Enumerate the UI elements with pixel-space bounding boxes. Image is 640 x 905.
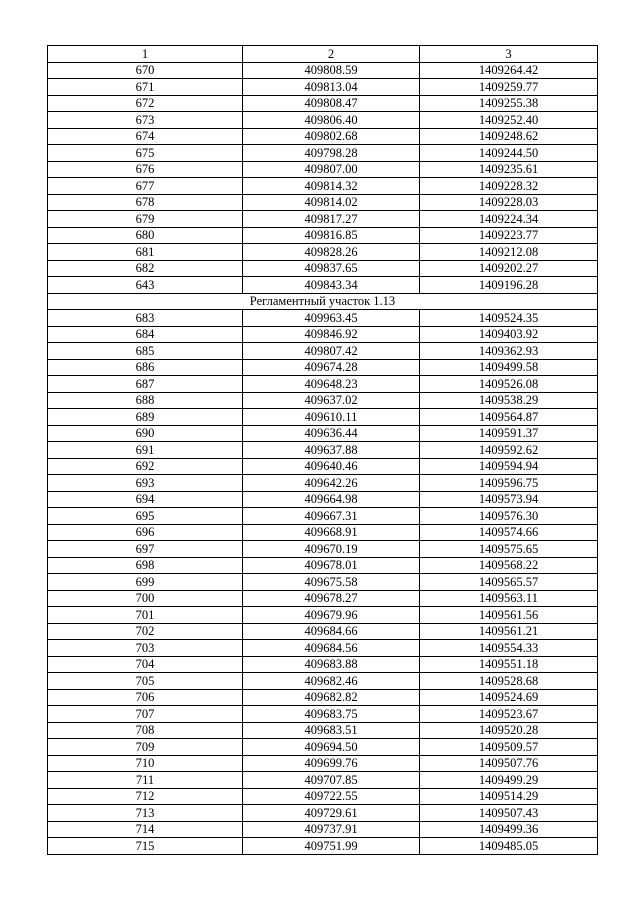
y-coordinate-cell: 1409561.21	[420, 623, 598, 640]
table-row	[48, 260, 598, 277]
y-coordinate-cell: 1409565.57	[420, 574, 598, 591]
x-coordinate-cell: 409798.28	[243, 145, 420, 162]
point-number-cell: 709	[48, 739, 243, 756]
point-number-cell: 694	[48, 491, 243, 508]
point-number-cell: 685	[48, 343, 243, 360]
y-coordinate-cell: 1409592.62	[420, 442, 598, 459]
x-coordinate-cell: 409668.91	[243, 524, 420, 541]
y-coordinate-cell: 1409228.03	[420, 194, 598, 211]
x-coordinate-cell: 409682.82	[243, 689, 420, 706]
point-number-cell: 676	[48, 161, 243, 178]
y-coordinate-cell: 1409520.28	[420, 722, 598, 739]
table-row	[48, 326, 598, 343]
x-coordinate-cell: 409683.51	[243, 722, 420, 739]
point-number-cell: 706	[48, 689, 243, 706]
table-row	[48, 755, 598, 772]
x-coordinate-cell: 409642.26	[243, 475, 420, 492]
y-coordinate-cell: 1409196.28	[420, 277, 598, 294]
y-coordinate-cell: 1409248.62	[420, 128, 598, 145]
y-coordinate-cell: 1409499.29	[420, 772, 598, 789]
y-coordinate-cell: 1409507.76	[420, 755, 598, 772]
point-number-cell: 704	[48, 656, 243, 673]
point-number-cell: 691	[48, 442, 243, 459]
x-coordinate-cell: 409664.98	[243, 491, 420, 508]
y-coordinate-cell: 1409259.77	[420, 79, 598, 96]
x-coordinate-cell: 409675.58	[243, 574, 420, 591]
x-coordinate-cell: 409751.99	[243, 838, 420, 855]
x-coordinate-cell: 409808.47	[243, 95, 420, 112]
point-number-cell: 684	[48, 326, 243, 343]
x-coordinate-cell: 409678.27	[243, 590, 420, 607]
point-number-cell: 683	[48, 310, 243, 327]
x-coordinate-cell: 409684.56	[243, 640, 420, 657]
x-coordinate-cell: 409737.91	[243, 821, 420, 838]
x-coordinate-cell: 409684.66	[243, 623, 420, 640]
x-coordinate-cell: 409610.11	[243, 409, 420, 426]
point-number-cell: 677	[48, 178, 243, 195]
point-number-cell: 700	[48, 590, 243, 607]
y-coordinate-cell: 1409499.36	[420, 821, 598, 838]
x-coordinate-cell: 409846.92	[243, 326, 420, 343]
y-coordinate-cell: 1409255.38	[420, 95, 598, 112]
y-coordinate-cell: 1409202.27	[420, 260, 598, 277]
point-number-cell: 671	[48, 79, 243, 96]
point-number-cell: 643	[48, 277, 243, 294]
table-row	[48, 491, 598, 508]
point-number-cell: 710	[48, 755, 243, 772]
point-number-cell: 686	[48, 359, 243, 376]
table-row	[48, 343, 598, 360]
point-number-cell: 692	[48, 458, 243, 475]
x-coordinate-cell: 409670.19	[243, 541, 420, 558]
table-header-row	[48, 46, 598, 63]
x-coordinate-cell: 409807.00	[243, 161, 420, 178]
point-number-cell: 711	[48, 772, 243, 789]
section-header-row	[48, 293, 598, 310]
x-coordinate-cell: 409637.02	[243, 392, 420, 409]
point-number-cell: 714	[48, 821, 243, 838]
y-coordinate-cell: 1409576.30	[420, 508, 598, 525]
y-coordinate-cell: 1409524.35	[420, 310, 598, 327]
table-row	[48, 508, 598, 525]
table-row	[48, 574, 598, 591]
point-number-cell: 681	[48, 244, 243, 261]
y-coordinate-cell: 1409499.58	[420, 359, 598, 376]
table-row	[48, 112, 598, 129]
y-coordinate-cell: 1409264.42	[420, 62, 598, 79]
point-number-cell: 674	[48, 128, 243, 145]
y-coordinate-cell: 1409538.29	[420, 392, 598, 409]
y-coordinate-cell: 1409509.57	[420, 739, 598, 756]
table-row	[48, 673, 598, 690]
point-number-cell: 679	[48, 211, 243, 228]
table-row	[48, 194, 598, 211]
x-coordinate-cell: 409699.76	[243, 755, 420, 772]
table-row	[48, 722, 598, 739]
y-coordinate-cell: 1409228.32	[420, 178, 598, 195]
y-coordinate-cell: 1409551.18	[420, 656, 598, 673]
y-coordinate-cell: 1409507.43	[420, 805, 598, 822]
x-coordinate-cell: 409814.32	[243, 178, 420, 195]
table-row	[48, 475, 598, 492]
y-coordinate-cell: 1409574.66	[420, 524, 598, 541]
table-row	[48, 128, 598, 145]
point-number-cell: 702	[48, 623, 243, 640]
x-coordinate-cell: 409828.26	[243, 244, 420, 261]
x-coordinate-cell: 409682.46	[243, 673, 420, 690]
y-coordinate-cell: 1409554.33	[420, 640, 598, 657]
y-coordinate-cell: 1409594.94	[420, 458, 598, 475]
x-coordinate-cell: 409678.01	[243, 557, 420, 574]
x-coordinate-cell: 409674.28	[243, 359, 420, 376]
y-coordinate-cell: 1409524.69	[420, 689, 598, 706]
table-row	[48, 161, 598, 178]
x-coordinate-cell: 409683.75	[243, 706, 420, 723]
table-row	[48, 359, 598, 376]
y-coordinate-cell: 1409244.50	[420, 145, 598, 162]
table-row	[48, 656, 598, 673]
x-coordinate-cell: 409722.55	[243, 788, 420, 805]
point-number-cell: 697	[48, 541, 243, 558]
x-coordinate-cell: 409802.68	[243, 128, 420, 145]
table-row	[48, 277, 598, 294]
x-coordinate-cell: 409640.46	[243, 458, 420, 475]
table-row	[48, 211, 598, 228]
y-coordinate-cell: 1409591.37	[420, 425, 598, 442]
x-coordinate-cell: 409843.34	[243, 277, 420, 294]
x-coordinate-cell: 409694.50	[243, 739, 420, 756]
y-coordinate-cell: 1409223.77	[420, 227, 598, 244]
y-coordinate-cell: 1409523.67	[420, 706, 598, 723]
x-coordinate-cell: 409817.27	[243, 211, 420, 228]
point-number-cell: 713	[48, 805, 243, 822]
coordinates-table	[47, 45, 598, 855]
point-number-cell: 690	[48, 425, 243, 442]
y-coordinate-cell: 1409563.11	[420, 590, 598, 607]
column-header-1: 1	[48, 46, 243, 63]
table-row	[48, 805, 598, 822]
section-title: Регламентный участок 1.13	[48, 293, 598, 310]
table-row	[48, 442, 598, 459]
y-coordinate-cell: 1409526.08	[420, 376, 598, 393]
y-coordinate-cell: 1409573.94	[420, 491, 598, 508]
y-coordinate-cell: 1409252.40	[420, 112, 598, 129]
x-coordinate-cell: 409963.45	[243, 310, 420, 327]
table-row	[48, 145, 598, 162]
point-number-cell: 693	[48, 475, 243, 492]
y-coordinate-cell: 1409224.34	[420, 211, 598, 228]
y-coordinate-cell: 1409564.87	[420, 409, 598, 426]
point-number-cell: 701	[48, 607, 243, 624]
column-header-2: 2	[243, 46, 420, 63]
point-number-cell: 682	[48, 260, 243, 277]
point-number-cell: 670	[48, 62, 243, 79]
point-number-cell: 699	[48, 574, 243, 591]
point-number-cell: 703	[48, 640, 243, 657]
table-row	[48, 178, 598, 195]
point-number-cell: 673	[48, 112, 243, 129]
x-coordinate-cell: 409808.59	[243, 62, 420, 79]
point-number-cell: 689	[48, 409, 243, 426]
x-coordinate-cell: 409813.04	[243, 79, 420, 96]
table-row	[48, 640, 598, 657]
table-row	[48, 689, 598, 706]
table-row	[48, 458, 598, 475]
table-row	[48, 376, 598, 393]
coordinates-table-body	[48, 46, 598, 855]
x-coordinate-cell: 409679.96	[243, 607, 420, 624]
table-row	[48, 838, 598, 855]
y-coordinate-cell: 1409362.93	[420, 343, 598, 360]
x-coordinate-cell: 409816.85	[243, 227, 420, 244]
x-coordinate-cell: 409807.42	[243, 343, 420, 360]
table-row	[48, 706, 598, 723]
y-coordinate-cell: 1409235.61	[420, 161, 598, 178]
point-number-cell: 695	[48, 508, 243, 525]
point-number-cell: 715	[48, 838, 243, 855]
table-row	[48, 392, 598, 409]
x-coordinate-cell: 409683.88	[243, 656, 420, 673]
point-number-cell: 712	[48, 788, 243, 805]
y-coordinate-cell: 1409561.56	[420, 607, 598, 624]
table-row	[48, 623, 598, 640]
table-row	[48, 244, 598, 261]
x-coordinate-cell: 409648.23	[243, 376, 420, 393]
table-row	[48, 425, 598, 442]
table-row	[48, 788, 598, 805]
point-number-cell: 698	[48, 557, 243, 574]
column-header-3: 3	[420, 46, 598, 63]
point-number-cell: 680	[48, 227, 243, 244]
table-row	[48, 310, 598, 327]
y-coordinate-cell: 1409212.08	[420, 244, 598, 261]
point-number-cell: 687	[48, 376, 243, 393]
table-row	[48, 739, 598, 756]
x-coordinate-cell: 409636.44	[243, 425, 420, 442]
table-row	[48, 227, 598, 244]
table-row	[48, 541, 598, 558]
y-coordinate-cell: 1409596.75	[420, 475, 598, 492]
x-coordinate-cell: 409814.02	[243, 194, 420, 211]
y-coordinate-cell: 1409485.05	[420, 838, 598, 855]
table-row	[48, 95, 598, 112]
x-coordinate-cell: 409837.65	[243, 260, 420, 277]
x-coordinate-cell: 409729.61	[243, 805, 420, 822]
table-row	[48, 409, 598, 426]
table-row	[48, 79, 598, 96]
point-number-cell: 688	[48, 392, 243, 409]
point-number-cell: 707	[48, 706, 243, 723]
point-number-cell: 672	[48, 95, 243, 112]
y-coordinate-cell: 1409568.22	[420, 557, 598, 574]
point-number-cell: 705	[48, 673, 243, 690]
x-coordinate-cell: 409806.40	[243, 112, 420, 129]
x-coordinate-cell: 409637.88	[243, 442, 420, 459]
table-row	[48, 590, 598, 607]
table-row	[48, 772, 598, 789]
table-row	[48, 524, 598, 541]
table-row	[48, 557, 598, 574]
point-number-cell: 708	[48, 722, 243, 739]
point-number-cell: 678	[48, 194, 243, 211]
table-row	[48, 62, 598, 79]
y-coordinate-cell: 1409528.68	[420, 673, 598, 690]
x-coordinate-cell: 409707.85	[243, 772, 420, 789]
y-coordinate-cell: 1409403.92	[420, 326, 598, 343]
point-number-cell: 696	[48, 524, 243, 541]
x-coordinate-cell: 409667.31	[243, 508, 420, 525]
table-row	[48, 821, 598, 838]
y-coordinate-cell: 1409514.29	[420, 788, 598, 805]
y-coordinate-cell: 1409575.65	[420, 541, 598, 558]
point-number-cell: 675	[48, 145, 243, 162]
table-row	[48, 607, 598, 624]
